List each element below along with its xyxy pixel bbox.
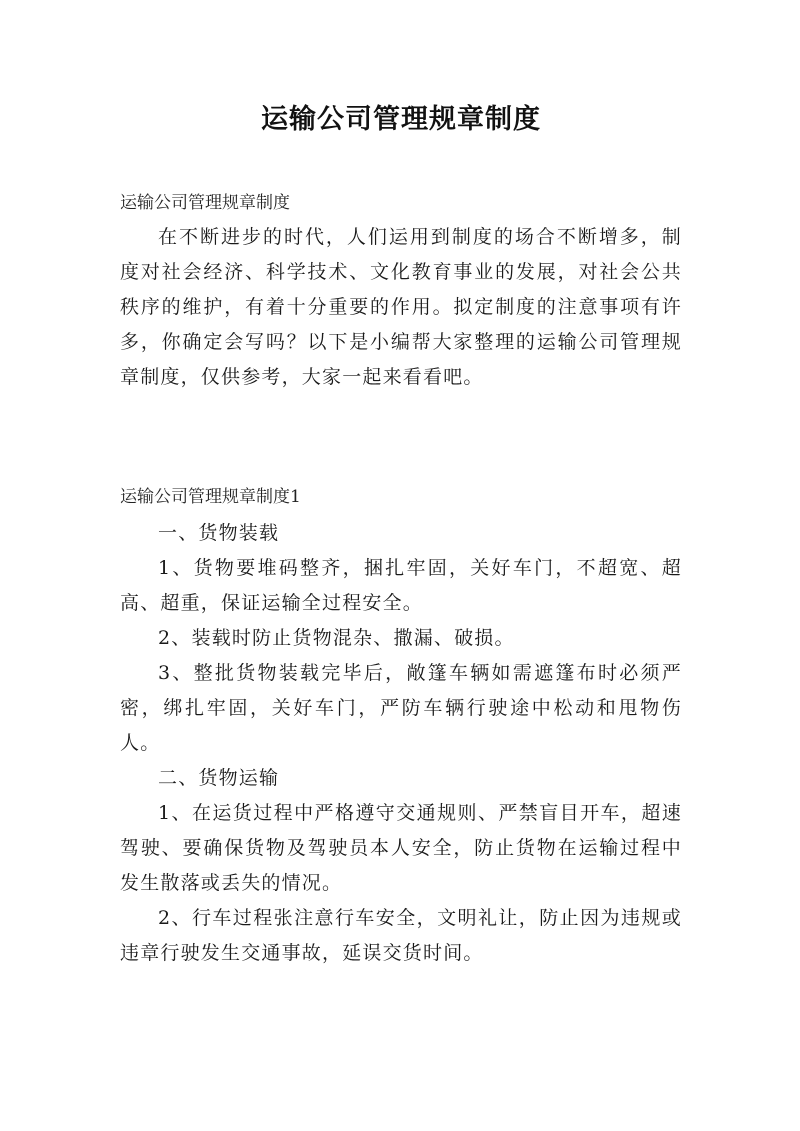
list-item: 1、货物要堆码整齐，捆扎牢固，关好车门，不超宽、超高、超重，保证运输全过程安全。 <box>120 557 682 614</box>
list-item: 1、在运货过程中严格遵守交通规则、严禁盲目开车，超速驾驶、要确保货物及驾驶员本人安全，防止货物在运输过程中发生散落或丢失的情况。 <box>120 802 682 894</box>
part-heading-loading: 一、货物装载 <box>158 522 280 544</box>
list-item: 3、整批货物装载完毕后，敞篷车辆如需遮篷布时必须严密，绑扎牢固，关好车门，严防车辆行驶途中松动和甩物伤人。 <box>120 662 682 754</box>
intro-paragraph: 在不断进步的时代，人们运用到制度的场合不断增多，制度对社会经济、科学技术、文化教育事业的发展，对社会公共秩序的维护，有着十分重要的作用。拟定制度的注意事项有许多，你确定会写吗？以下是小编帮大家整理的运输公司管理规章制度，仅供参考，大家一起来看看吧。 <box>120 226 682 388</box>
list-item: 2、行车过程张注意行车安全，文明礼让，防止因为违规或违章行驶发生交通事故，延误交货时间。 <box>120 907 682 964</box>
document-title: 运输公司管理规章制度 <box>261 104 541 135</box>
section-heading: 运输公司管理规章制度1 <box>120 487 301 507</box>
list-item: 2、装载时防止货物混杂、撒漏、破损。 <box>158 627 515 649</box>
part-heading-transport: 二、货物运输 <box>158 767 280 789</box>
intro-heading: 运输公司管理规章制度 <box>120 193 290 213</box>
